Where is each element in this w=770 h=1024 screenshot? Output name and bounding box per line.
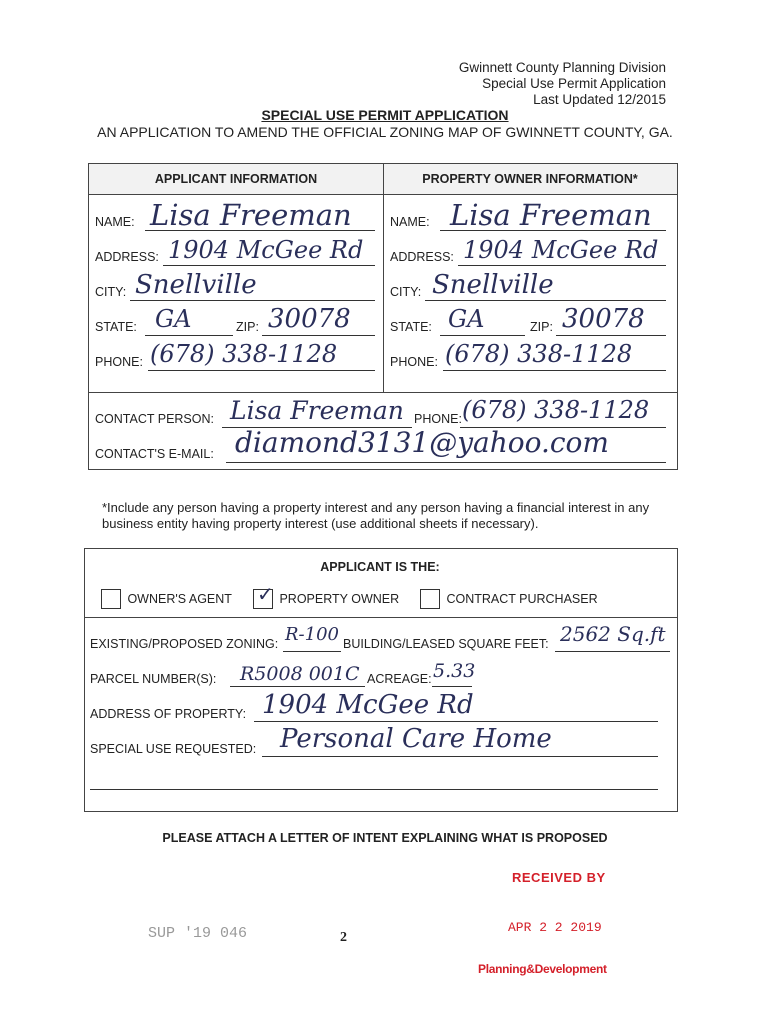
contract-purchaser-label: CONTRACT PURCHASER bbox=[446, 592, 598, 607]
owner-info-heading: PROPERTY OWNER INFORMATION* bbox=[422, 172, 638, 186]
department-stamp: Planning&Development bbox=[478, 962, 607, 976]
property-owner-checkbox[interactable] bbox=[253, 582, 274, 609]
form-title bbox=[0, 107, 770, 123]
applicant-zip-label: ZIP: bbox=[236, 320, 259, 334]
owner-address-line bbox=[458, 265, 666, 266]
parcel-line bbox=[230, 686, 365, 687]
contact-divider bbox=[89, 392, 677, 393]
special-use-value[interactable]: Personal Care Home bbox=[280, 724, 552, 754]
contact-email-label: CONTACT'S E-MAIL: bbox=[95, 447, 214, 461]
check-mark-icon: ✓ bbox=[257, 582, 274, 606]
applicant-address-label: ADDRESS: bbox=[95, 250, 159, 264]
form-subtitle: AN APPLICATION TO AMEND THE OFFICIAL ZONING MAP OF GWINNETT COUNTY, GA. bbox=[97, 124, 673, 140]
option-contract-purchaser[interactable] bbox=[420, 589, 598, 609]
owner-city-value[interactable]: Snellville bbox=[432, 270, 554, 300]
zoning-value[interactable]: R-100 bbox=[285, 624, 339, 645]
applicant-name-value[interactable]: Lisa Freeman bbox=[150, 198, 352, 232]
contact-phone-value[interactable]: (678) 338-1128 bbox=[462, 396, 650, 424]
date-stamp: APR 2 2 2019 bbox=[508, 920, 602, 935]
contact-phone-label: PHONE: bbox=[414, 412, 462, 426]
sqft-line bbox=[555, 651, 670, 652]
sup-stamp: SUP '19 046 bbox=[148, 925, 248, 942]
property-address-label: ADDRESS OF PROPERTY: bbox=[90, 707, 247, 721]
acreage-value[interactable]: 5.33 bbox=[433, 660, 476, 682]
owner-zip-value[interactable]: 30078 bbox=[562, 304, 645, 334]
applicant-city-value[interactable]: Snellville bbox=[135, 270, 257, 300]
contract-purchaser-checkbox[interactable] bbox=[420, 589, 440, 609]
applicant-phone-label: PHONE: bbox=[95, 355, 143, 369]
applicant-state-line bbox=[145, 335, 233, 336]
zoning-line bbox=[283, 651, 341, 652]
applicant-state-label: STATE: bbox=[95, 320, 137, 334]
received-stamp: RECEIVED BY bbox=[512, 870, 606, 885]
owner-city-label: CITY: bbox=[390, 285, 422, 299]
applicant-zip-line bbox=[262, 335, 375, 336]
header-line-2: Special Use Permit Application bbox=[482, 76, 666, 91]
owner-phone-label: PHONE: bbox=[390, 355, 438, 369]
owner-address-label: ADDRESS: bbox=[390, 250, 454, 264]
header-block bbox=[459, 60, 666, 108]
owners-agent-checkbox[interactable] bbox=[101, 589, 121, 609]
contact-person-label: CONTACT PERSON: bbox=[95, 412, 214, 426]
owner-address-value[interactable]: 1904 McGee Rd bbox=[463, 236, 659, 264]
acreage-label: ACREAGE: bbox=[367, 672, 432, 686]
option-property-owner[interactable] bbox=[253, 582, 400, 609]
applicant-name-label: NAME: bbox=[95, 215, 135, 229]
owner-state-label: STATE: bbox=[390, 320, 432, 334]
applicant-city-label: CITY: bbox=[95, 285, 127, 299]
applicant-state-value[interactable]: GA bbox=[155, 305, 192, 333]
zoning-label: EXISTING/PROPOSED ZONING: bbox=[90, 637, 279, 651]
contact-email-line bbox=[226, 462, 666, 463]
owners-agent-label: OWNER'S AGENT bbox=[127, 592, 232, 607]
owner-city-line bbox=[425, 300, 666, 301]
parcel-label: PARCEL NUMBER(S): bbox=[90, 672, 217, 686]
owner-phone-value[interactable]: (678) 338-1128 bbox=[445, 340, 633, 368]
property-address-line bbox=[254, 721, 658, 722]
special-use-label: SPECIAL USE REQUESTED: bbox=[90, 742, 257, 756]
header-line-1: Gwinnett County Planning Division bbox=[458, 60, 666, 75]
owner-name-value[interactable]: Lisa Freeman bbox=[450, 198, 652, 232]
applicant-address-value[interactable]: 1904 McGee Rd bbox=[168, 236, 364, 264]
applicant-info-heading: APPLICANT INFORMATION bbox=[154, 172, 318, 186]
sqft-value[interactable]: 2562 Sq.ft bbox=[560, 622, 666, 646]
owner-state-value[interactable]: GA bbox=[448, 305, 485, 333]
parcel-value[interactable]: R5008 001C bbox=[240, 663, 360, 685]
applicant-is-heading: APPLICANT IS THE: bbox=[320, 560, 440, 574]
owner-phone-line bbox=[443, 370, 666, 371]
applicant-phone-line bbox=[148, 370, 375, 371]
special-use-line bbox=[262, 756, 658, 757]
property-address-value[interactable]: 1904 McGee Rd bbox=[262, 690, 474, 720]
applicant-phone-value[interactable]: (678) 338-1128 bbox=[150, 340, 338, 368]
option-owners-agent[interactable] bbox=[101, 589, 232, 609]
header-line-3: Last Updated 12/2015 bbox=[533, 92, 666, 107]
acreage-line bbox=[432, 686, 472, 687]
applicant-city-line bbox=[130, 300, 375, 301]
form-title-text: SPECIAL USE PERMIT APPLICATION bbox=[261, 107, 509, 123]
owner-zip-label: ZIP: bbox=[530, 320, 553, 334]
applicant-zip-value[interactable]: 30078 bbox=[268, 304, 351, 334]
applicant-is-divider bbox=[85, 617, 677, 618]
column-divider bbox=[383, 164, 384, 392]
contact-person-value[interactable]: Lisa Freeman bbox=[230, 396, 404, 425]
owner-state-line bbox=[440, 335, 525, 336]
sqft-label: BUILDING/LEASED SQUARE FEET: bbox=[343, 637, 549, 651]
contact-email-value[interactable]: diamond3131@yahoo.com bbox=[235, 426, 609, 459]
footnote: *Include any person having a property interest and any person having a financial interest in any business entity having property interest (use additional sheets if necessary). bbox=[102, 500, 650, 531]
page-number: 2 bbox=[340, 930, 347, 945]
owner-zip-line bbox=[556, 335, 666, 336]
applicant-address-line bbox=[163, 265, 375, 266]
property-owner-label: PROPERTY OWNER bbox=[279, 592, 400, 607]
attach-note: PLEASE ATTACH A LETTER OF INTENT EXPLAINING WHAT IS PROPOSED bbox=[162, 831, 608, 845]
owner-name-label: NAME: bbox=[390, 215, 430, 229]
extra-line bbox=[90, 789, 658, 790]
